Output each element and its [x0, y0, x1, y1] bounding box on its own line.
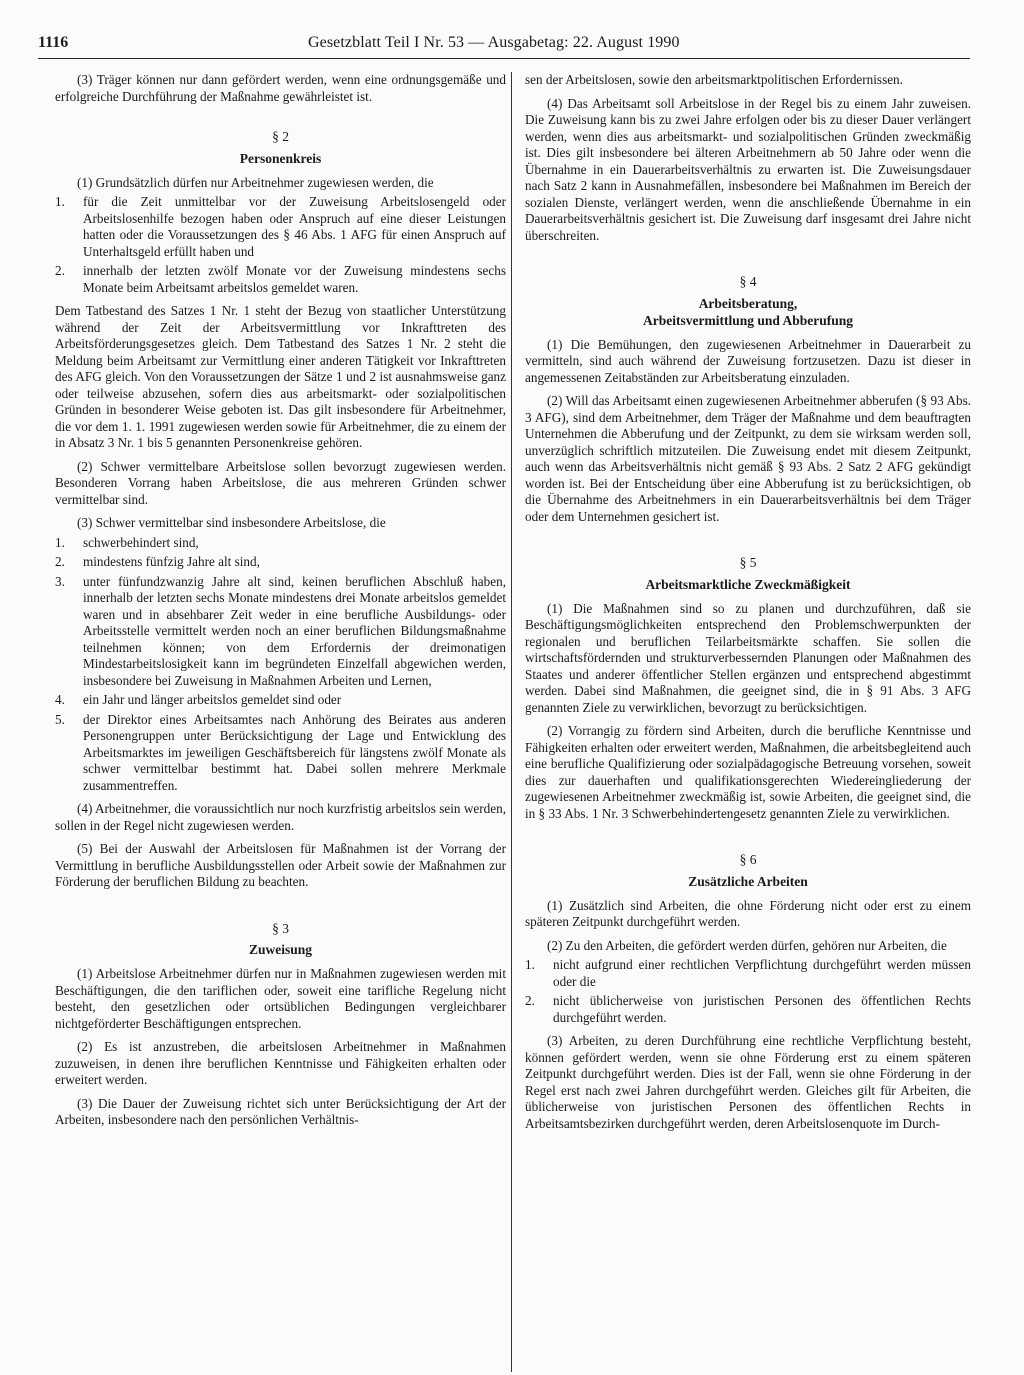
- section-title: Zusätzliche Arbeiten: [688, 873, 808, 889]
- section-title-line: Arbeitsvermittlung und Abberufung: [642, 312, 854, 328]
- column-divider: [511, 72, 512, 1372]
- list-item: [55, 535, 506, 552]
- list-number: 1.: [55, 534, 65, 550]
- paragraph: (3) Arbeiten, zu deren Durchführung eine rechtliche Verpflichtung besteht, können gefördert werden, wenn sie ohne Förderung erst zu einem späteren Zeitpunkt durchgeführt werden. Dies ist der Fall, wenn sie ohne Förderung in der Regel erst nach zwei Jahren durchgeführt werden. Gleiches gilt für Arbeiten, die üblicherweise von juristischen Personen des öffentlichen Rechts in Arbeitsamtsbezirken durchgeführt werden, deren Arbeitslosenquote im Durch-: [525, 1033, 971, 1131]
- paragraph: (3) Träger können nur dann gefördert werden, wenn eine ordnungsgemäße und erfolgreiche Durchführung der Maßnahme gewährleistet ist.: [55, 72, 506, 104]
- list-number: 2.: [55, 263, 65, 278]
- list-item: [55, 712, 506, 795]
- list-text: für die Zeit unmittelbar vor der Zuweisung Arbeitslosengeld oder Arbeitslosenhilfe bezogen haben oder Anspruch auf eine dieser Leistungen hatten oder die Voraussetzungen des § 46 Abs. 1 AFG für einen Anspruch auf Unterhaltsgeld erfüllt haben und: [83, 194, 506, 259]
- list-item: [55, 574, 506, 690]
- running-head: Gesetzblatt Teil I Nr. 53 — Ausgabetag: 22. August 1990: [308, 34, 680, 51]
- section-title: [525, 295, 971, 329]
- paragraph: (1) Grundsätzlich dürfen nur Arbeitnehmer zugewiesen werden, die: [77, 174, 434, 190]
- list-text: mindestens fünfzig Jahre alt sind,: [83, 554, 260, 569]
- page-number: 1116: [38, 34, 69, 51]
- section-title: Zuweisung: [248, 942, 313, 957]
- paragraph: (1) Die Maßnahmen sind so zu planen und durchzuführen, daß sie Beschäftigungsmöglichkeiten entsprechend den Problemschwerpunkten der regionalen und beruflichen Teilarbeitsmärkte schaffen. Sie sollen die wirtschaftsfördernden und strukturverbessernden Planungen oder Maßnahmen des Staates und anderer öffentlicher Stellen ergänzen und entsprechend abgestimmt werden. Dabei sind Maßnahmen, die geeignet sind, die in § 91 Abs. 3 AFG genannten Ziele zu verwirklichen, bevorzugt zu berücksichtigen.: [525, 600, 971, 715]
- numbered-list: [55, 194, 506, 296]
- paragraph: (1) Zusätzlich sind Arbeiten, die ohne Förderung nicht oder erst zu einem späteren Zeitpunkt durchgeführt werden.: [525, 897, 971, 929]
- page-header: [38, 30, 970, 59]
- numbered-list: [525, 957, 971, 1026]
- list-text: unter fünfundzwanzig Jahre alt sind, keinen beruflichen Abschluß haben, innerhalb der letzten sechs Monate mindestens drei Monate arbeitslos gemeldet waren und in absehbarer Zeit weder in eine berufliche Ausbildungs- oder Arbeitsstelle vermittelt werden noch an einer beruflichen Bildungsmaßnahme teilnehmen können; von dem Erfordernis der dreimonatigen Mindestarbeitslosigkeit kann im begründeten Einzelfall abgewichen werden, insbesondere bei Zuweisung in Maßnahmen Arbeiten und Lernen,: [83, 573, 506, 688]
- paragraph: (2) Vorrangig zu fördern sind Arbeiten, durch die berufliche Kenntnisse und Fähigkeiten erhalten oder erweitert werden, Maßnahmen, die arbeitsbegleitend auch eine berufliche Qualifizierung oder sozialpädagogische Betreuung vorsehen, soweit dies zur dauerhaften und qualifikationsgerechten Wiedereingliederung der zugewiesenen Arbeitnehmer zweckmäßig ist, sowie Arbeiten, die geeignet sind, die in § 33 Abs. 1 Nr. 3 Schwerbehindertengesetz genannten Ziele zu verwirklichen.: [525, 723, 971, 821]
- list-number: 4.: [55, 692, 65, 707]
- paragraph: sen der Arbeitslosen, sowie den arbeitsmarktpolitischen Erfordernissen.: [525, 72, 903, 87]
- section-number: § 3: [272, 920, 289, 936]
- list-number: 1.: [55, 194, 65, 209]
- list-item: [55, 692, 506, 709]
- list-text: schwerbehindert sind,: [83, 534, 199, 550]
- section-number: § 2: [272, 129, 289, 144]
- right-column: [525, 72, 971, 1139]
- paragraph: Dem Tatbestand des Satzes 1 Nr. 1 steht der Bezug von staatlicher Unterstützung während der Zeit der Arbeitsvermittlung vor Inkrafttreten des Arbeitsförderungsgesetzes gleich. Dem Tatbestand des Satzes 1 Nr. 2 steht die Meldung beim Arbeitsamt zur Vermittlung einer anderen Tätigkeit vor Inkrafttreten des AFG gleich. Von den Voraussetzungen der Sätze 1 und 2 ist ausnahmsweise ganz oder teilweise abzusehen, sofern dies aus arbeitsmarkt- oder sozialpolitischen Gründen in besonderer Weise geboten ist. Das gilt insbesondere für Arbeitnehmer, die vor dem 1. 1. 1991 zugewiesen werden sowie für Arbeitnehmer, die zu einem der in Absatz 3 Nr. 1 bis 5 genannten Personenkreise gehören.: [55, 303, 506, 450]
- paragraph: (3) Schwer vermittelbar sind insbesondere Arbeitslose, die: [77, 515, 386, 530]
- left-column: [55, 72, 506, 1136]
- numbered-list: [55, 535, 506, 795]
- list-number: 2.: [525, 993, 535, 1008]
- paragraph: (1) Arbeitslose Arbeitnehmer dürfen nur in Maßnahmen zugewiesen werden mit Beschäftigungen, die den tariflichen oder, soweit eine tarifliche Regelung nicht besteht, den gesetzlichen oder ortsüblichen Bedingungen vergleichbarer nichtgeförderter Beschäftigungen entsprechen.: [55, 966, 506, 1031]
- list-text: nicht aufgrund einer rechtlichen Verpflichtung durchgeführt werden müssen oder die: [553, 957, 971, 989]
- section-number: § 6: [739, 852, 757, 867]
- list-number: 5.: [55, 711, 65, 727]
- section-title: Personenkreis: [239, 150, 322, 166]
- list-item: [55, 263, 506, 296]
- paragraph: (2) Will das Arbeitsamt einen zugewiesenen Arbeitnehmer abberufen (§ 93 Abs. 3 AFG), sind dem Arbeitnehmer, dem Träger der Maßnahme und dem beauftragten Unternehmen die Abberufung und der Zeitpunkt, zu dem sie wirksam werden soll, unverzüglich schriftlich mitzuteilen. Die Zuweisung endet mit diesem Zeitpunkt, auch wenn das Arbeitsverhältnis nicht gemäß § 93 Abs. 2 Satz 2 AFG gekündigt worden ist. Bei der Entscheidung über eine Abberufung ist zu berücksichtigen, ob die Übernahme des Arbeitnehmers in ein Dauerarbeitsverhältnis bei dem Träger oder dem Unternehmen gesichert ist.: [525, 393, 971, 524]
- list-item: [55, 194, 506, 260]
- section-number: § 4: [739, 274, 757, 289]
- list-item: [525, 957, 971, 990]
- list-item: [525, 993, 971, 1026]
- list-item: [55, 554, 506, 571]
- list-number: 2.: [55, 554, 65, 569]
- paragraph: (3) Die Dauer der Zuweisung richtet sich unter Berücksichtigung der Art der Arbeiten, insbesondere nach den persönlichen Verhältnis-: [55, 1095, 506, 1127]
- section-number: § 5: [739, 555, 757, 570]
- paragraph: (4) Das Arbeitsamt soll Arbeitslose in der Regel bis zu einem Jahr zuweisen. Die Zuweisung kann bis zu zwei Jahre erfolgen oder bis zu dieser Dauer verlängert werden, wenn dies aus arbeitsmarkt- und sozialpolitischen Gründen zweckmäßig ist. Dies gilt insbesondere bei älteren Arbeitnehmern ab 50 Jahre oder wenn die Übernahme in ein Dauerarbeitsverhältnis zu erwarten ist. Die Zuweisungsdauer nach Satz 2 kann in Ausnahmefällen, insbesondere bei Maßnahmen im Bereich der sozialen Dienste, verlängert werden, wenn die anschließende Übernahme in ein Dauerarbeitsverhältnis gesichert ist. Die Zuweisung darf insgesamt drei Jahre nicht überschreiten.: [525, 95, 971, 243]
- list-text: der Direktor eines Arbeitsamtes nach Anhörung des Beirates aus anderen Personengruppen unter Berücksichtigung der Lage und Entwicklung des Arbeitsmarktes im jeweiligen Geschäftsbereich für längstens zwölf Monate als schwer vermittelbar bestimmt hat. Dabei sollen mehrere Merkmale zusammentreffen.: [83, 711, 506, 793]
- paragraph: (2) Schwer vermittelbare Arbeitslose sollen bevorzugt zugewiesen werden. Besonderen Vorrang haben Arbeitslose, die aus mehreren Gründen schwer vermittelbar sind.: [55, 458, 506, 507]
- list-number: 3.: [55, 573, 65, 589]
- list-text: innerhalb der letzten zwölf Monate vor der Zuweisung mindestens sechs Monate beim Arbeitsamt arbeitslos gemeldet waren.: [83, 263, 506, 295]
- section-title: Arbeitsmarktliche Zweckmäßigkeit: [645, 576, 851, 592]
- paragraph: (2) Es ist anzustreben, die arbeitslosen Arbeitnehmer in Maßnahmen zuzuweisen, in denen ihre beruflichen Kenntnisse und Fähigkeiten erhalten oder erweitert werden.: [55, 1039, 506, 1087]
- paragraph: (5) Bei der Auswahl der Arbeitslosen für Maßnahmen ist der Vorrang der Vermittlung in berufliche Ausbildungsstellen oder Arbeit sowie der Maßnahmen zur Förderung der beruflichen Bildung zu beachten.: [55, 841, 506, 889]
- paragraph: (4) Arbeitnehmer, die voraussichtlich nur noch kurzfristig arbeitslos sein werden, sollen in der Regel nicht zugewiesen werden.: [55, 801, 506, 833]
- list-text: ein Jahr und länger arbeitslos gemeldet sind oder: [83, 692, 342, 707]
- list-text: nicht üblicherweise von juristischen Personen des öffentlichen Rechts durchgeführt werden.: [553, 993, 971, 1025]
- section-title-line: Arbeitsberatung,: [698, 295, 798, 311]
- list-number: 1.: [525, 957, 535, 972]
- paragraph: (1) Die Bemühungen, den zugewiesenen Arbeitnehmer in Dauerarbeit zu vermitteln, sind auch während der Zuweisung fortzusetzen. Dazu ist dieser in angemessenen Zeitabständen zur Arbeitsberatung einzuladen.: [525, 336, 971, 385]
- paragraph: (2) Zu den Arbeiten, die gefördert werden dürfen, gehören nur Arbeiten, die: [547, 937, 947, 953]
